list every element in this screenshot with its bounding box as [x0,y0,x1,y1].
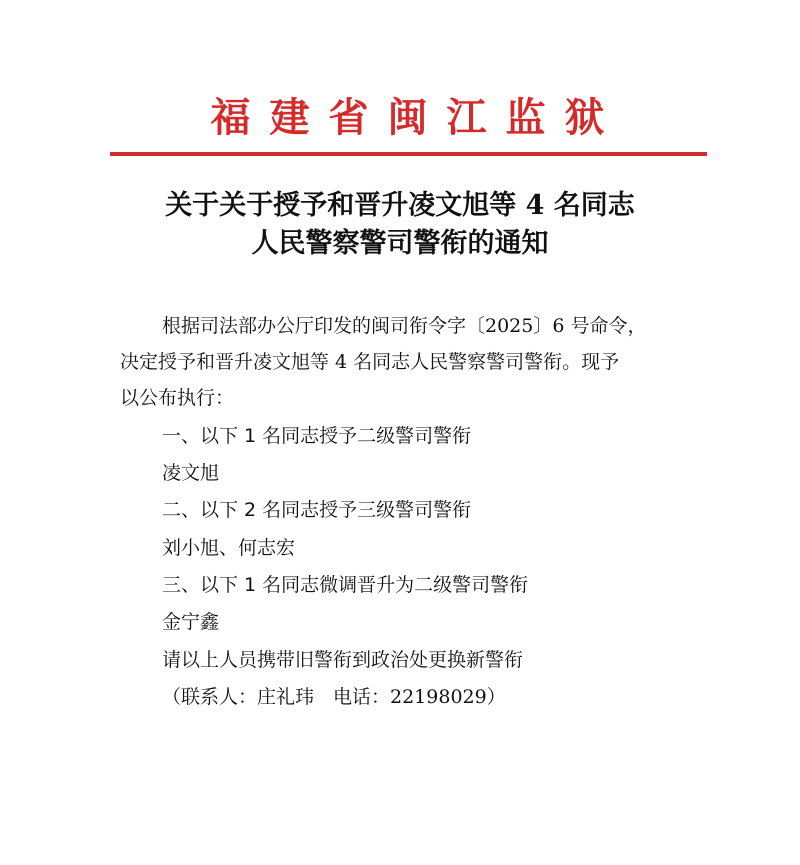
section-3-heading: 三、以下 1 名同志微调晋升为二级警司警衔 [162,574,529,596]
instruction-line: 请以上人员携带旧警衔到政治处更换新警衔 [162,649,524,671]
section-1-names: 凌文旭 [162,462,220,484]
document-title-line-2: 人民警察警司警衔的通知 [251,228,549,259]
section-2-heading: 二、以下 2 名同志授予三级警司警衔 [162,499,472,521]
contact-line: （联系人：庄礼玮 电话：22198029） [162,686,506,708]
intro-paragraph-line-1: 根据司法部办公厅印发的闽司衔令字〔2025〕6 号命令， [162,315,647,337]
intro-paragraph-line-3: 以公布执行： [120,387,235,409]
section-2-names: 刘小旭、何志宏 [162,537,296,559]
section-1-heading: 一、以下 1 名同志授予二级警司警衔 [162,425,472,447]
intro-paragraph-line-2: 决定授予和晋升凌文旭等 4 名同志人民警察警司警衔。现予 [120,351,620,373]
org-name-header: 福建省闽江监狱 [210,94,624,141]
red-divider-rule [110,152,707,156]
section-3-names: 金宁鑫 [162,611,220,633]
document-title-line-1: 关于关于授予和晋升凌文旭等 4 名同志 [165,190,635,221]
